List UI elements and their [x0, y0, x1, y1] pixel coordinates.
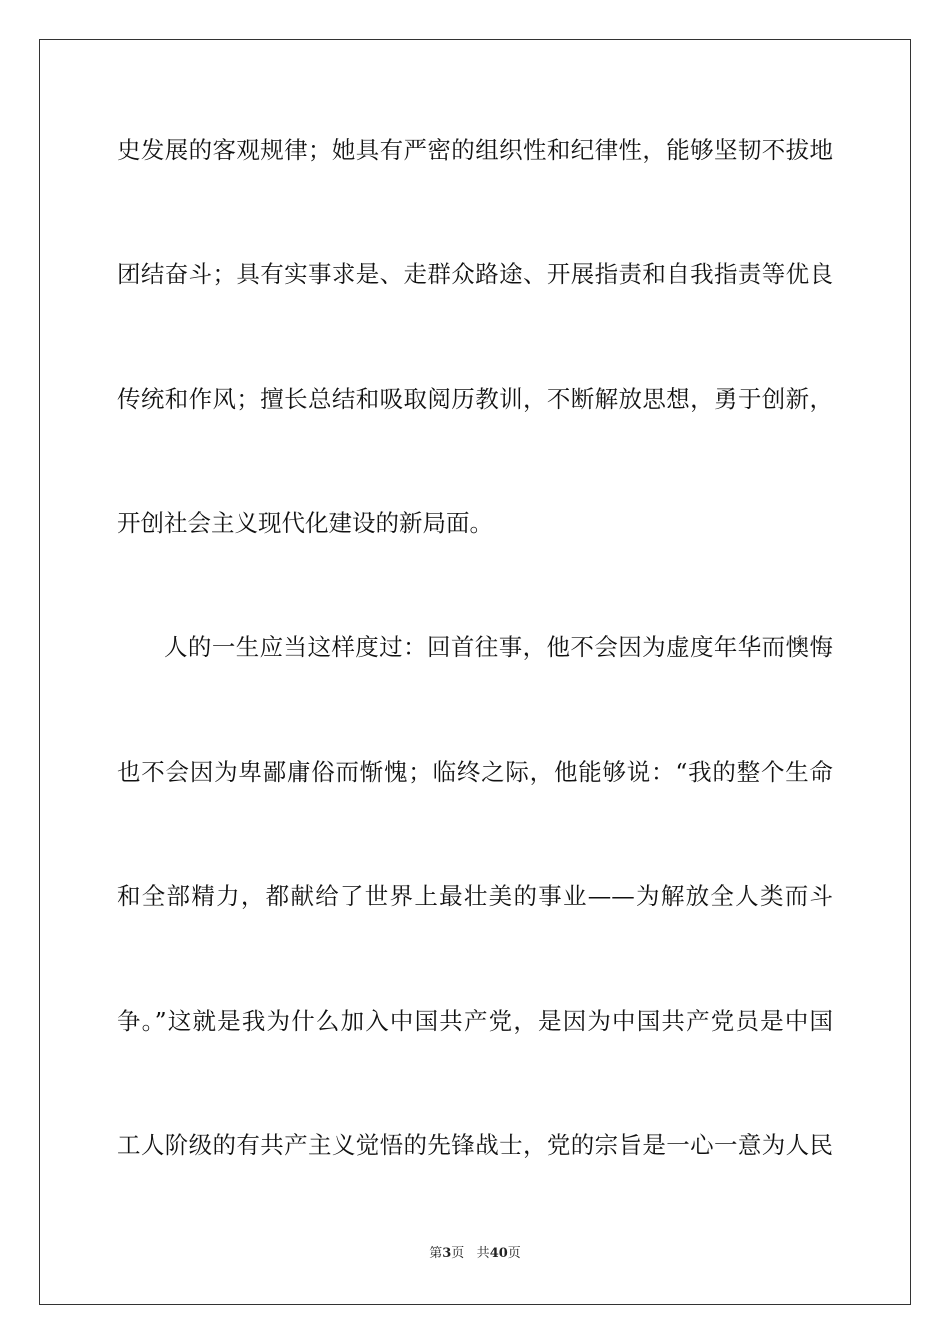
text-line-3: 传统和作风；擅长总结和吸取阅历教训，不断解放思想，勇于创新， — [117, 385, 833, 413]
page-border — [39, 39, 911, 1305]
text-line-4: 开创社会主义现代化建设的新局面。 — [117, 509, 493, 537]
total-pages: 40 — [489, 1246, 508, 1261]
total-suffix: 页 — [507, 1246, 521, 1261]
text-line-7: 和全部精力，都献给了世界上最壮美的事业——为解放全人类而斗 — [117, 882, 833, 910]
page-suffix: 页 — [451, 1246, 465, 1261]
page-prefix: 第 — [429, 1246, 443, 1261]
text-line-2: 团结奋斗；具有实事求是、走群众路途、开展指责和自我指责等优良 — [117, 260, 833, 288]
text-line-6: 也不会因为卑鄙庸俗而惭愧；临终之际，他能够说：“我的整个生命 — [117, 758, 833, 786]
page-number: 3 — [442, 1246, 452, 1261]
text-line-8: 争。”这就是我为什么加入中国共产党，是因为中国共产党员是中国 — [117, 1007, 833, 1035]
text-line-1: 史发展的客观规律；她具有严密的组织性和纪律性，能够坚韧不拔地 — [117, 136, 833, 164]
text-line-9: 工人阶级的有共产主义觉悟的先锋战士，党的宗旨是一心一意为人民 — [117, 1131, 833, 1159]
total-prefix: 共 — [476, 1246, 490, 1261]
page-footer — [0, 1245, 950, 1263]
text-line-5: 人的一生应当这样度过：回首往事，他不会因为虚度年华而懊悔 — [164, 633, 833, 661]
